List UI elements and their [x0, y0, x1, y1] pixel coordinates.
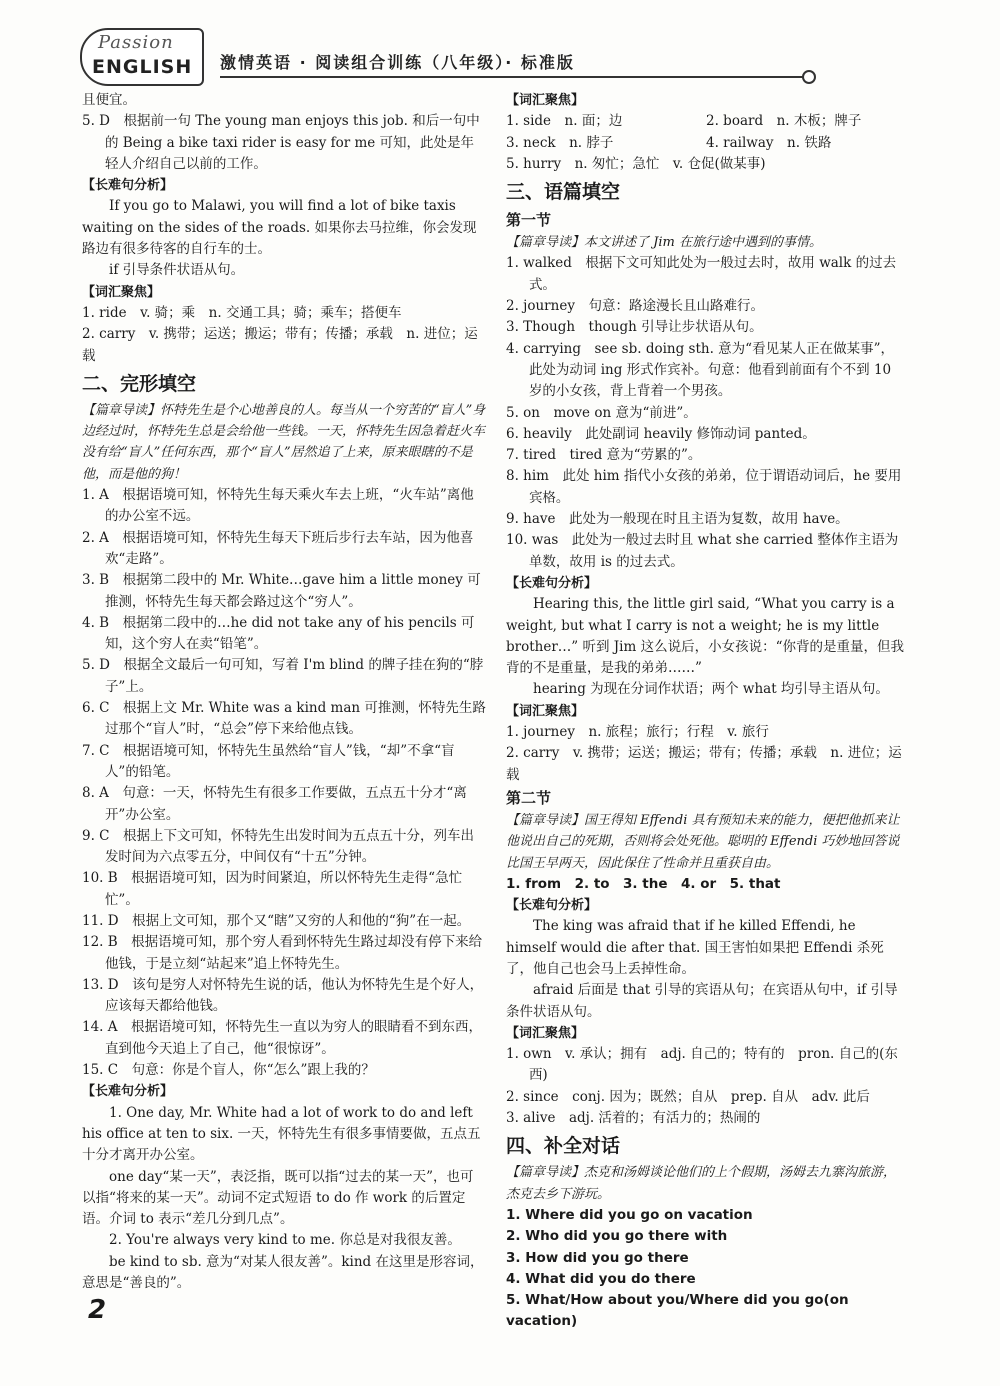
answer-item: 1. walked 根据下文可知此处为一般过去时，故用 walk 的过去式。 — [506, 255, 897, 293]
answer-item: 5. D 根据前一句 The young man enjoys this job. 和后一句中的 Being a bike taxi rider is easy for me 可知，此处是年轻人介绍自己以前的工作。 — [82, 113, 480, 172]
vocabulary-item: 4. railway n. 铁路 — [706, 134, 832, 151]
answer-text: 且便宜。 — [82, 92, 136, 108]
long-sentence-analysis-label: 【长难句分析】 — [82, 1084, 174, 1100]
answer-item: 5. on move on 意为“前进”。 — [506, 404, 697, 421]
answer-item: 9. C 根据上下文可知，怀特先生出发时间为五点五十分，列车出发时间为六点零五分，中间仅有“十五”分钟。 — [82, 827, 475, 866]
answer-item: 14. A 根据语境可知，怀特先生一直以为穷人的眼睛看不到东西，直到他今天追上了自己，他“很惊讶”。 — [82, 1019, 483, 1057]
answer-item: 11. D 根据上文可知，那个又“瞎”又穷的人和他的“狗”在一起。 — [82, 912, 471, 929]
passage-guide: 【篇章导读】国王得知 Effendi 具有预知未来的能力，便把他抓来让他说出自己的死期，否则将会处死他。聪明的 Effendi 巧妙地回答说比国王早两天，因此保住了性命并且重获自由。 — [506, 812, 900, 871]
sentence-analysis: Hearing this, the little girl said, “What you carry is a weight, but what I carry is not a weight; he is my little brother…” 听到 Jim 这么说后，小女孩说：“你背的是重量，但我背的不是重量，是我的弟弟……” — [506, 596, 904, 677]
sentence-analysis-note: afraid 后面是 that 引导的宾语从句；在宾语从句中，if 引导条件状语从句。 — [506, 982, 898, 1020]
answer-item: 6. heavily 此处副词 heavily 修饰动词 panted。 — [506, 425, 816, 442]
answer-item: 2. A 根据语境可知，怀特先生每天下班后步行去车站，因为他喜欢“走路”。 — [82, 529, 474, 567]
answer-item: 4. What did you do there — [506, 1270, 696, 1287]
answer-item: 8. him 此处 him 指代小女孩的弟弟，位于谓语动词后，he 要用宾格。 — [506, 468, 902, 506]
answer-row: 1. from 2. to 3. the 4. or 5. that — [506, 875, 781, 892]
vocabulary-item: 1. ride v. 骑；乘 n. 交通工具；骑；乘车；搭便车 — [82, 304, 402, 321]
answer-item: 9. have 此处为一般现在时且主语为复数，故用 have。 — [506, 511, 849, 528]
page-header — [80, 28, 980, 88]
answer-item: 7. tired tired 意为“劳累的”。 — [506, 447, 702, 464]
header-rule — [220, 76, 805, 78]
section-heading-dialogue: 四、补全对话 — [506, 1135, 621, 1158]
vocabulary-item: 1. journey n. 旅程；旅行；行程 v. 旅行 — [506, 724, 769, 741]
answer-item: 10. B 根据语境可知，因为时间紧迫，所以怀特先生走得“急忙忙”。 — [82, 870, 463, 908]
section-heading-cloze: 二、完形填空 — [82, 372, 197, 395]
answer-item: 2. journey 句意：路途漫长且山路难行。 — [506, 298, 764, 315]
sentence-analysis-note: be kind to sb. 意为“对某人很友善”。kind 在这里是形容词，意思是“善良的”。 — [82, 1253, 484, 1292]
answer-item: 8. A 句意：一天，怀特先生有很多工作要做，五点五十分才“离开”办公室。 — [82, 785, 467, 823]
vocabulary-item: 2. carry v. 携带；运送；搬运；带有；传播；承载 n. 进位；运载 — [506, 745, 902, 783]
sentence-analysis-note: hearing 为现在分词作状语；两个 what 均引导主语从句。 — [533, 681, 889, 698]
answer-item: 7. C 根据语境可知，怀特先生虽然给“盲人”钱，“却”不拿“盲人”的铅笔。 — [82, 742, 455, 780]
answer-item: 4. carrying see sb. doing sth. 意为“看见某人正在做某事”，此处为动词 ing 形式作宾补。句意：他看到前面有个不到 10 岁的小女孩，背上背着一个男孩。 — [506, 340, 894, 400]
vocabulary-label: 【词汇聚焦】 — [506, 93, 585, 108]
long-sentence-analysis-label: 【长难句分析】 — [506, 898, 598, 914]
long-sentence-analysis-label: 【长难句分析】 — [506, 575, 598, 591]
vocabulary-grid — [506, 111, 906, 154]
answer-item: 5. What/How about you/Where did you go(on vacation) — [506, 1292, 849, 1330]
answer-item: 3. B 根据第二段中的 Mr. White…gave him a little money 可推测，怀特先生每天都会路过这个“穷人”。 — [82, 572, 481, 610]
logo-english-text: ENGLISH — [92, 56, 193, 78]
logo — [80, 28, 204, 86]
vocabulary-item: 2. carry v. 携带；运送；搬运；带有；传播；承载 n. 进位；运载 — [82, 326, 478, 364]
book-title: 激情英语 · 阅读组合训练（八年级）· 标准版 — [220, 53, 575, 72]
right-column — [506, 90, 906, 1333]
answer-item: 2. Who did you go there with — [506, 1228, 728, 1245]
answer-item: 13. D 该句是穷人对怀特先生说的话，他认为怀特先生是个好人，应该每天都给他钱。 — [82, 976, 484, 1015]
vocabulary-label: 【词汇聚焦】 — [506, 703, 585, 719]
passage-guide: 【篇章导读】杰克和汤姆谈论他们的上个假期，汤姆去九寨沟旅游，杰克去乡下游玩。 — [506, 1165, 897, 1202]
vocabulary-item: 1. own v. 承认；拥有 adj. 自己的；特有的 pron. 自己的(东西) — [506, 1046, 898, 1084]
left-column — [82, 90, 486, 1294]
answer-item: 6. C 根据上文 Mr. White was a kind man 可推测，怀特先生路过那个“盲人”时，“总会”停下来给他点钱。 — [82, 700, 486, 738]
long-sentence-analysis-label: 【长难句分析】 — [82, 178, 174, 194]
vocabulary-item: 3. alive adj. 活着的；有活力的；热闹的 — [506, 1110, 761, 1127]
subsection-heading: 第二节 — [506, 788, 552, 807]
passage-guide: 【篇章导读】怀特先生是个心地善良的人。每当从一个穷苦的“盲人”身边经过时，怀特先生总是会给他一些钱。一天，怀特先生因急着赶火车没有给“盲人”任何东西，那个“盲人”居然追了上来，原来眼瞎的不是他，而是他的狗！ — [82, 402, 486, 482]
vocabulary-label: 【词汇聚焦】 — [506, 1025, 585, 1041]
answer-item: 3. How did you go there — [506, 1249, 689, 1266]
vocabulary-item: 2. board n. 木板；牌子 — [706, 113, 862, 130]
vocabulary-item: 2. since conj. 因为；既然；自从 prep. 自从 adv. 此后 — [506, 1088, 870, 1105]
sentence-analysis: If you go to Malawi, you will find a lot of bike taxis waiting on the sides of the roads. 如果你去马拉维，你会发现路边有很多待客的自行车的士。 — [82, 198, 477, 258]
vocabulary-item: 5. hurry n. 匆忙；急忙 v. 仓促(做某事) — [506, 155, 766, 172]
sentence-analysis-note: if 引导条件状语从句。 — [109, 262, 245, 279]
vocabulary-item: 1. side n. 面；边 — [506, 113, 623, 130]
page-number: 2 — [88, 1295, 107, 1325]
answer-item: 15. C 句意：你是个盲人，你“怎么”跟上我的？ — [82, 1062, 375, 1079]
section-heading-passage-fill: 三、语篇填空 — [506, 181, 621, 204]
sentence-analysis: The king was afraid that if he killed Effendi, he himself would die after that. 国王害怕如果把 Effendi 杀死了，他自己也会马上丢掉性命。 — [506, 918, 884, 977]
answer-item: 1. A 根据语境可知，怀特先生每天乘火车去上班，“火车站”离他的办公室不远。 — [82, 487, 474, 525]
answer-item: 1. Where did you go on vacation — [506, 1206, 753, 1223]
header-dot-ornament — [802, 70, 816, 84]
answer-item: 4. B 根据第二段中的…he did not take any of his pencils 可知，这个穷人在卖“铅笔”。 — [82, 614, 475, 653]
answer-item: 12. B 根据语境可知，那个穷人看到怀特先生路过却没有停下来给他钱，于是立刻“站起来”追上怀特先生。 — [82, 934, 483, 972]
sentence-analysis: 1. One day, Mr. White had a lot of work to do and left his office at ten to six. 一天，怀特先生有很多事情要做，五点五十分才离开办公室。 — [82, 1104, 481, 1164]
passage-guide: 【篇章导读】本文讲述了 Jim 在旅行途中遇到的事情。 — [506, 235, 822, 251]
answer-item: 3. Though though 引导让步状语从句。 — [506, 319, 763, 336]
logo-passion-text: Passion — [98, 32, 174, 53]
answer-item: 10. was 此处为一般过去时且 what she carried 整体作主语为单数，故用 is 的过去式。 — [506, 532, 899, 570]
subsection-heading: 第一节 — [506, 211, 552, 230]
sentence-analysis-note: one day“某一天”，表泛指，既可以指“过去的某一天”，也可以指“将来的某一天”。动词不定式短语 to do 作 work 的后置定语。介词 to 表示“差几分到几点”。 — [82, 1168, 474, 1228]
vocabulary-label: 【词汇聚焦】 — [82, 284, 161, 300]
answer-item: 5. D 根据全文最后一句可知，写着 I'm blind 的牌子挂在狗的“脖子”上。 — [82, 657, 484, 695]
vocabulary-item: 3. neck n. 脖子 — [506, 134, 614, 151]
sentence-analysis: 2. You're always very kind to me. 你总是对我很友善。 — [109, 1232, 461, 1249]
